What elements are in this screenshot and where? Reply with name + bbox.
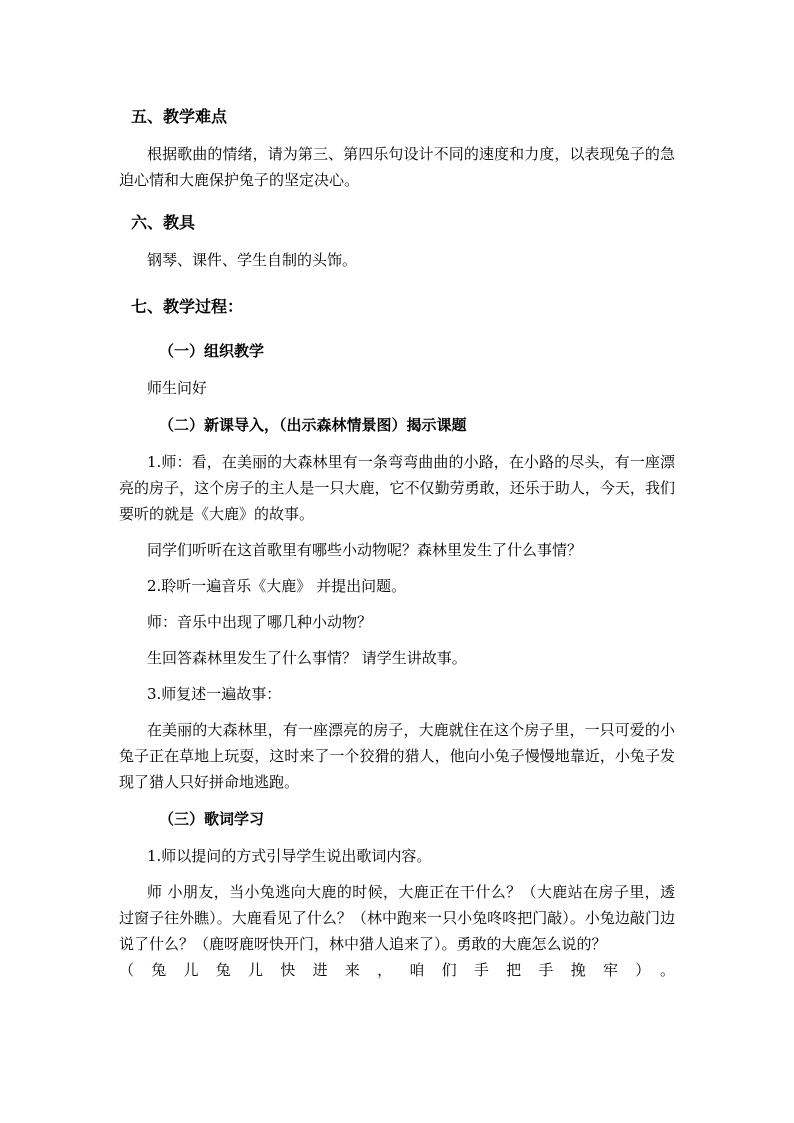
section-title-teaching-process: 七、教学过程： (131, 297, 244, 316)
paragraph: 在美丽的大森林里，有一座漂亮的房子，大鹿就住在这个房子里，一只可爱的小兔子正在草地上玩耍，这时来了一个狡猾的猎人，他向小兔子慢慢地靠近，小兔子发现了猎人只好拼命地逃跑。 (119, 721, 675, 791)
section-title-difficulties: 五、教学难点 (131, 107, 228, 126)
paragraph: 师生问好 (147, 379, 208, 397)
paragraph: 1.师以提问的方式引导学生说出歌词内容。 (147, 847, 432, 865)
paragraph-spread-line: （兔儿兔儿快进来，咱们手把手挽牢）。 (119, 961, 675, 979)
paragraph: 1.师：看，在美丽的大森林里有一条弯弯曲曲的小路，在小路的尽头，有一座漂亮的房子，这个房子的主人是一只大鹿，它不仅勤劳勇敢，还乐于助人，今天，我们要听的就是《大鹿》的故事。 (119, 453, 675, 523)
subsection-title-lyrics: （三）歌词学习 (159, 810, 265, 828)
paragraph: 钢琴、课件、学生自制的头饰。 (147, 251, 358, 269)
subsection-title-introduction: （二）新课导入，（出示森林情景图）揭示课题 (159, 416, 467, 434)
paragraph: 同学们听听在这首歌里有哪些小动物呢？森林里发生了什么事情？ (147, 541, 583, 559)
paragraph: 师：音乐中出现了哪几种小动物？ (147, 613, 373, 631)
paragraph: 师 小朋友，当小兔逃向大鹿的时候，大鹿正在干什么？（大鹿站在房子里，透过窗子往外瞧）。大鹿看见了什么？（林中跑来一只小兔咚咚把门敲）。小兔边敲门边说了什么？（鹿呀鹿呀快开门，林中猎人追来了）。勇敢的大鹿怎么说的？ (119, 883, 675, 953)
paragraph: 2.聆听一遍音乐《大鹿》 并提出问题。 (147, 577, 407, 595)
paragraph: 3.师复述一遍故事： (147, 685, 282, 703)
document-body (119, 103, 675, 983)
subsection-title-organize: （一）组织教学 (159, 342, 265, 360)
paragraph: 根据歌曲的情绪，请为第三、第四乐句设计不同的速度和力度，以表现兔子的急迫心情和大鹿保护兔子的坚定决心。 (119, 145, 675, 189)
section-title-teaching-aids: 六、教具 (131, 213, 196, 232)
paragraph: 生回答森林里发生了什么事情？ 请学生讲故事。 (147, 649, 467, 667)
